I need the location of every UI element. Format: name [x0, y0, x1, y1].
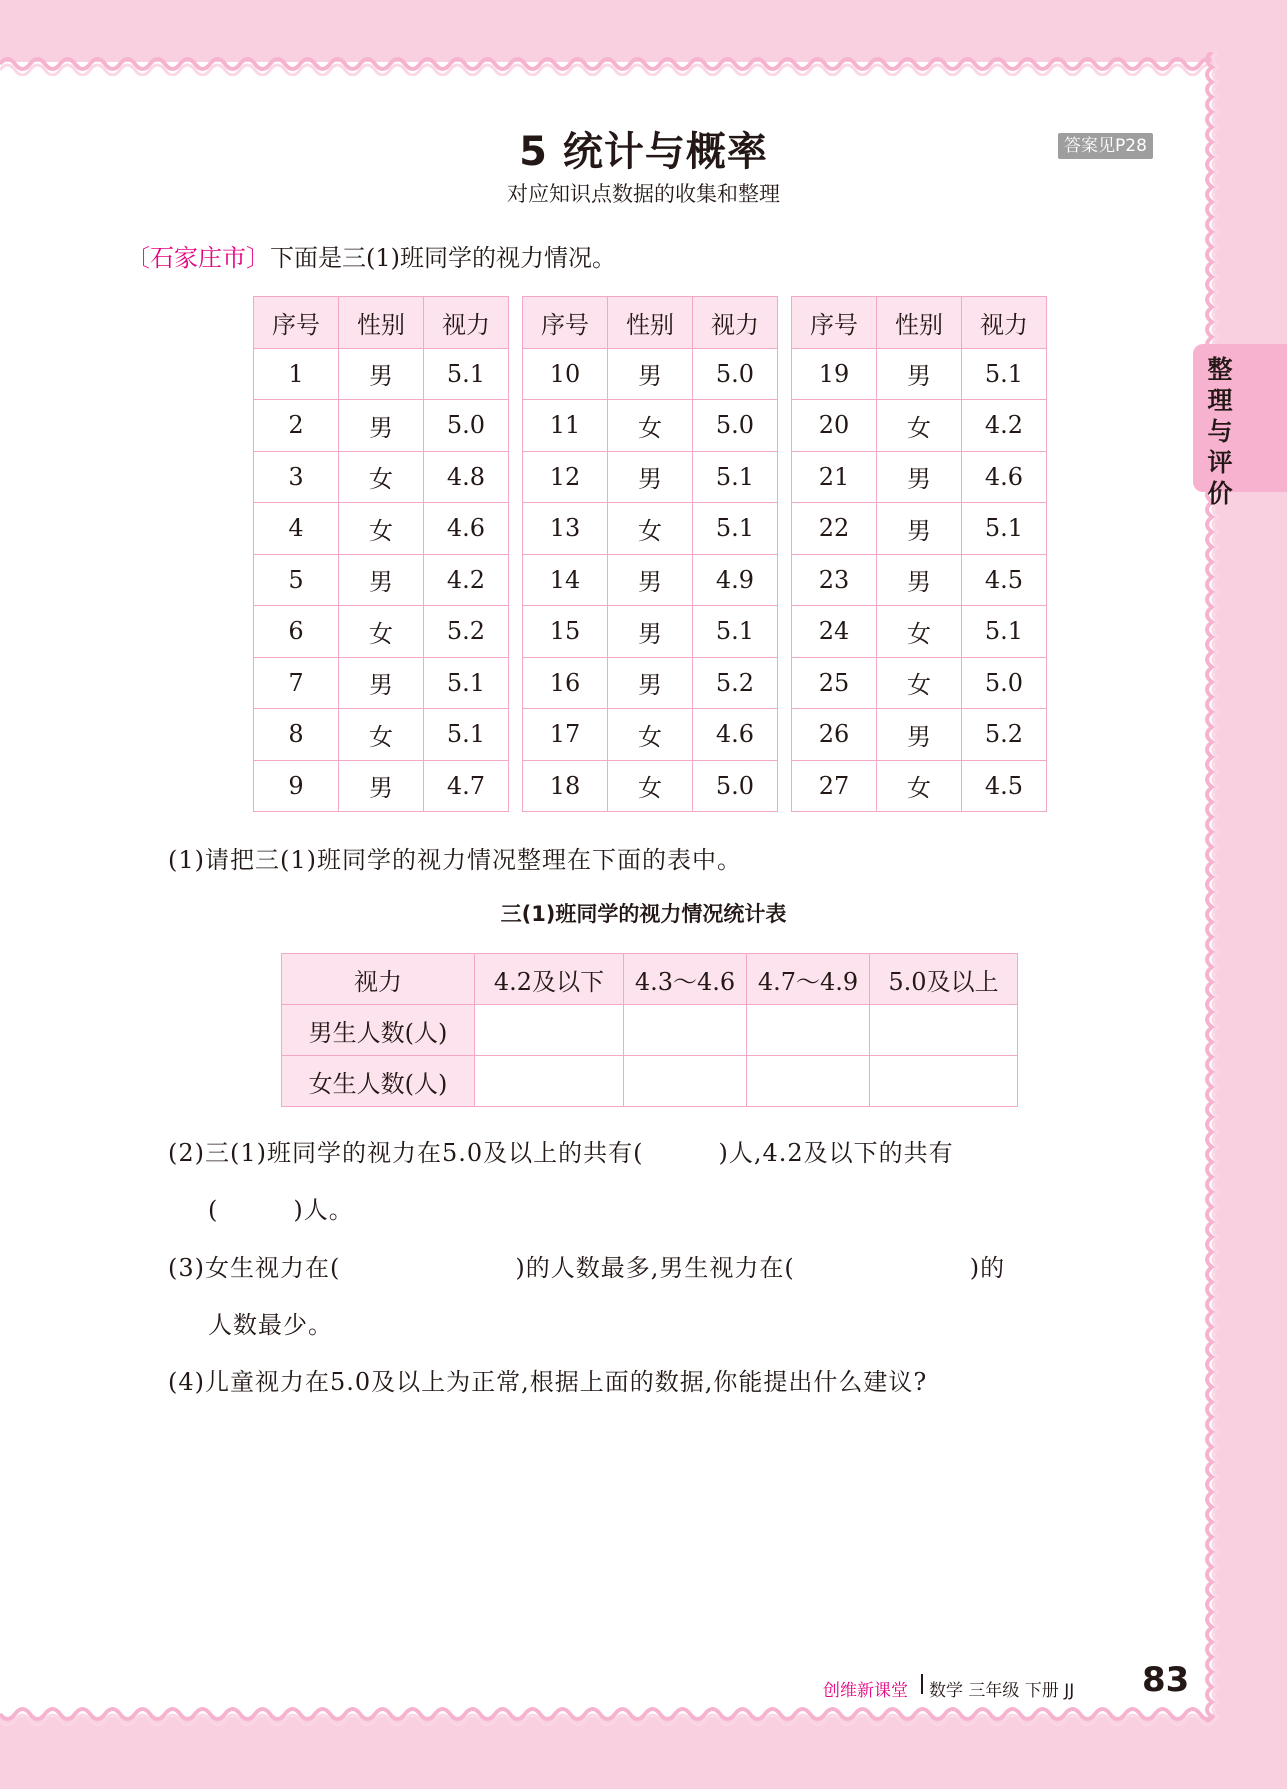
student-number-cell: 11	[523, 400, 608, 452]
footer-separator	[921, 1674, 923, 1694]
gender-cell: 男	[877, 503, 962, 555]
table-row	[254, 451, 509, 503]
question-1: (1)请把三(1)班同学的视力情况整理在下面的表中。	[168, 846, 742, 874]
vision-col-header: 性别	[877, 297, 962, 349]
table-row	[523, 400, 778, 452]
vision-cell: 5.0	[693, 760, 778, 812]
stat-answer-cell[interactable]	[870, 1056, 1018, 1107]
vision-col-header: 性别	[608, 297, 693, 349]
gender-cell: 女	[339, 606, 424, 658]
vision-table-header-row	[254, 297, 509, 349]
gender-cell: 男	[877, 709, 962, 761]
table-row	[523, 554, 778, 606]
gender-cell: 男	[339, 348, 424, 400]
location-tag: 〔石家庄市〕	[126, 244, 270, 272]
stat-table-title: 三(1)班同学的视力情况统计表	[500, 902, 787, 926]
vision-cell: 4.7	[424, 760, 509, 812]
vision-cell: 5.2	[962, 709, 1047, 761]
table-row	[792, 554, 1047, 606]
wavy-border-bottom	[0, 1706, 1215, 1730]
student-number-cell: 19	[792, 348, 877, 400]
gender-cell: 女	[608, 400, 693, 452]
gender-cell: 男	[877, 554, 962, 606]
table-row	[792, 606, 1047, 658]
vision-col-header: 序号	[523, 297, 608, 349]
student-number-cell: 26	[792, 709, 877, 761]
vision-col-header: 性别	[339, 297, 424, 349]
stat-col-header: 5.0及以上	[870, 954, 1018, 1005]
gender-cell: 女	[877, 760, 962, 812]
stat-col-header: 4.3～4.6	[624, 954, 747, 1005]
gender-cell: 男	[608, 554, 693, 606]
table-row	[523, 348, 778, 400]
vision-col-header: 序号	[792, 297, 877, 349]
intro-text: 下面是三(1)班同学的视力情况。	[270, 244, 616, 272]
vision-col-header: 视力	[962, 297, 1047, 349]
gender-cell: 女	[339, 451, 424, 503]
stat-answer-cell[interactable]	[747, 1005, 870, 1056]
table-row	[523, 451, 778, 503]
vision-cell: 4.9	[693, 554, 778, 606]
vision-cell: 5.0	[693, 400, 778, 452]
student-number-cell: 24	[792, 606, 877, 658]
gender-cell: 女	[339, 503, 424, 555]
gender-cell: 男	[339, 760, 424, 812]
vision-cell: 4.8	[424, 451, 509, 503]
stat-row-boys	[282, 1005, 1018, 1056]
footer-brand: 创维新课堂	[823, 1681, 908, 1701]
stat-row-label-boys: 男生人数(人)	[282, 1005, 475, 1056]
question-2-line-1: (2)三(1)班同学的视力在5.0及以上的共有( )人,4.2及以下的共有	[168, 1139, 954, 1167]
stat-answer-cell[interactable]	[475, 1056, 624, 1107]
gender-cell: 男	[608, 451, 693, 503]
vision-col-header: 序号	[254, 297, 339, 349]
student-number-cell: 15	[523, 606, 608, 658]
stat-answer-cell[interactable]	[475, 1005, 624, 1056]
table-row	[792, 451, 1047, 503]
student-number-cell: 25	[792, 657, 877, 709]
student-number-cell: 13	[523, 503, 608, 555]
table-row	[254, 709, 509, 761]
vision-table-header-row	[523, 297, 778, 349]
table-row	[254, 400, 509, 452]
problem-intro	[126, 238, 616, 273]
student-number-cell: 23	[792, 554, 877, 606]
vision-col-header: 视力	[693, 297, 778, 349]
table-row	[254, 606, 509, 658]
table-row	[254, 657, 509, 709]
vision-cell: 5.1	[693, 503, 778, 555]
vision-cell: 4.2	[424, 554, 509, 606]
vision-stat-table	[281, 953, 1018, 1107]
table-row	[254, 348, 509, 400]
gender-cell: 男	[608, 657, 693, 709]
vision-cell: 5.2	[693, 657, 778, 709]
stat-col-header: 4.7～4.9	[747, 954, 870, 1005]
vision-cell: 5.1	[962, 348, 1047, 400]
gender-cell: 男	[608, 606, 693, 658]
student-number-cell: 27	[792, 760, 877, 812]
question-4: (4)儿童视力在5.0及以上为正常,根据上面的数据,你能提出什么建议?	[168, 1368, 928, 1396]
student-number-cell: 1	[254, 348, 339, 400]
vision-cell: 4.6	[693, 709, 778, 761]
student-number-cell: 7	[254, 657, 339, 709]
vision-cell: 5.0	[424, 400, 509, 452]
table-row	[792, 503, 1047, 555]
student-number-cell: 10	[523, 348, 608, 400]
student-number-cell: 17	[523, 709, 608, 761]
student-number-cell: 3	[254, 451, 339, 503]
stat-answer-cell[interactable]	[624, 1005, 747, 1056]
stat-row-label-girls: 女生人数(人)	[282, 1056, 475, 1107]
student-number-cell: 16	[523, 657, 608, 709]
student-number-cell: 8	[254, 709, 339, 761]
question-2-line-2: ( )人。	[208, 1196, 354, 1224]
wavy-border-top	[0, 52, 1215, 76]
stat-corner-cell: 视力	[282, 954, 475, 1005]
student-number-cell: 6	[254, 606, 339, 658]
stat-answer-cell[interactable]	[624, 1056, 747, 1107]
table-row	[523, 709, 778, 761]
gender-cell: 男	[339, 400, 424, 452]
student-number-cell: 2	[254, 400, 339, 452]
vision-cell: 4.6	[424, 503, 509, 555]
footer-subject: 数学 三年级 下册 JJ	[929, 1681, 1075, 1701]
answer-reference-badge: 答案见P28	[1058, 133, 1153, 159]
side-tab-label: 整理与评价	[1207, 355, 1233, 508]
table-row	[792, 400, 1047, 452]
student-number-cell: 22	[792, 503, 877, 555]
vision-cell: 5.0	[962, 657, 1047, 709]
vision-cell: 5.1	[693, 606, 778, 658]
stat-table-header-row	[282, 954, 1018, 1005]
vision-cell: 5.1	[424, 348, 509, 400]
vision-table-header-row	[792, 297, 1047, 349]
table-row	[792, 348, 1047, 400]
chapter-side-tab[interactable]	[1193, 344, 1287, 508]
table-row	[523, 657, 778, 709]
vision-cell: 5.1	[962, 606, 1047, 658]
vision-cell: 4.5	[962, 760, 1047, 812]
student-number-cell: 9	[254, 760, 339, 812]
question-3-line-1: (3)女生视力在( )的人数最多,男生视力在( )的	[168, 1254, 1006, 1282]
student-number-cell: 21	[792, 451, 877, 503]
gender-cell: 男	[877, 348, 962, 400]
vision-cell: 5.1	[424, 657, 509, 709]
gender-cell: 女	[339, 709, 424, 761]
stat-answer-cell[interactable]	[747, 1056, 870, 1107]
vision-cell: 5.2	[424, 606, 509, 658]
table-row	[523, 760, 778, 812]
gender-cell: 女	[877, 657, 962, 709]
student-number-cell: 4	[254, 503, 339, 555]
table-row	[254, 503, 509, 555]
vision-table-group	[522, 296, 778, 812]
student-number-cell: 18	[523, 760, 608, 812]
student-number-cell: 14	[523, 554, 608, 606]
table-row	[792, 657, 1047, 709]
table-row	[254, 554, 509, 606]
gender-cell: 男	[339, 657, 424, 709]
gender-cell: 女	[608, 760, 693, 812]
gender-cell: 女	[877, 400, 962, 452]
vision-cell: 5.1	[424, 709, 509, 761]
gender-cell: 女	[877, 606, 962, 658]
vision-table-group	[791, 296, 1047, 812]
table-row	[523, 606, 778, 658]
vision-cell: 5.1	[962, 503, 1047, 555]
vision-col-header: 视力	[424, 297, 509, 349]
page-title: 5 统计与概率	[519, 129, 768, 175]
vision-table-group	[253, 296, 509, 812]
stat-row-girls	[282, 1056, 1018, 1107]
gender-cell: 男	[608, 348, 693, 400]
vision-cell: 4.5	[962, 554, 1047, 606]
gender-cell: 女	[608, 503, 693, 555]
knowledge-point-subtitle: 对应知识点数据的收集和整理	[507, 182, 780, 206]
question-3-line-2: 人数最少。	[208, 1311, 333, 1339]
vision-cell: 5.1	[693, 451, 778, 503]
vision-cell: 4.2	[962, 400, 1047, 452]
vision-cell: 4.6	[962, 451, 1047, 503]
gender-cell: 男	[339, 554, 424, 606]
student-number-cell: 5	[254, 554, 339, 606]
gender-cell: 女	[608, 709, 693, 761]
vision-cell: 5.0	[693, 348, 778, 400]
stat-answer-cell[interactable]	[870, 1005, 1018, 1056]
stat-col-header: 4.2及以下	[475, 954, 624, 1005]
wavy-border-right	[1200, 52, 1230, 1722]
student-number-cell: 20	[792, 400, 877, 452]
page-number: 83	[1142, 1660, 1190, 1700]
table-row	[792, 709, 1047, 761]
gender-cell: 男	[877, 451, 962, 503]
table-row	[792, 760, 1047, 812]
table-row	[254, 760, 509, 812]
table-row	[523, 503, 778, 555]
student-number-cell: 12	[523, 451, 608, 503]
